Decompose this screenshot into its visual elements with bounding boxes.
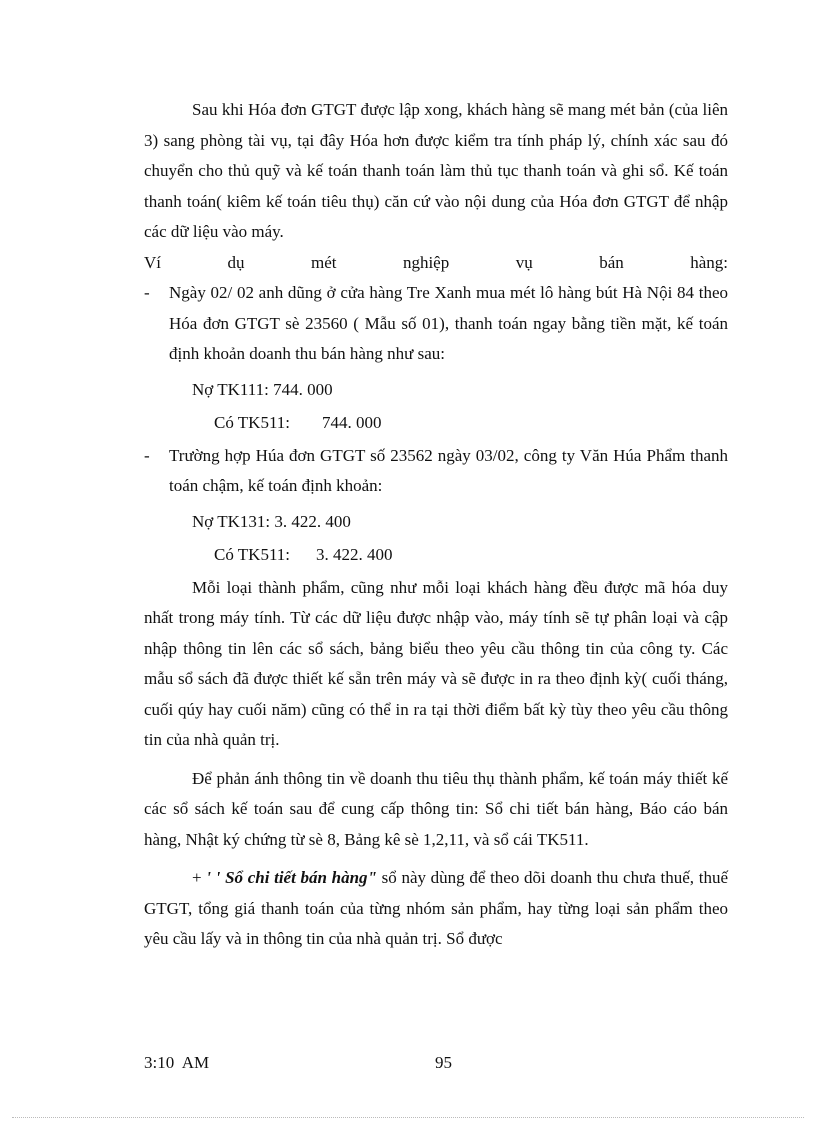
document-body [144, 95, 728, 955]
footer-time: 3:10 AM [144, 1053, 210, 1072]
journal-entry-credit-1 [144, 406, 728, 439]
paragraph-product-coding: Mỗi loại thành phẩm, cũng như mỗi loại khách hàng đều được mã hóa duy nhất trong máy tính. Từ các dữ liệu được nhập vào, máy tính sẽ tự phân loại và cập nhập thông tin lên các sổ sách, bảng biểu theo yêu cầu thông tin của công ty. Các mẫu sổ sách đã được thiết kế sẵn trên máy và sẽ được in ra theo định kỳ( cuối tháng, cuối qúy hay cuối năm) cũng có thể in ra tại thời điểm bất kỳ tùy theo yêu cầu thông tin của nhà quản trị. [144, 577, 728, 749]
ledger-title: ' ' Sổ chi tiết bán hàng" [206, 868, 377, 887]
example-heading: Ví dụ mét nghiệp vụ bán hàng: [144, 252, 728, 272]
paragraph-revenue-books: Để phản ánh thông tin về doanh thu tiêu thụ thành phẩm, kế toán máy thiết kế các sổ sách kế toán sau để cung cấp thông tin: Sổ chi tiết bán hàng, Báo cáo bán hàng, Nhật ký chứng từ sè 8, Bảng kê sè 1,2,11, và sổ cái TK511. [144, 768, 728, 849]
page-number: 95 [435, 1053, 452, 1072]
paragraph-invoice-process: Sau khi Hóa đơn GTGT được lập xong, khách hàng sẽ mang mét bản (của liên 3) sang phòng tài vụ, tại đây Hóa hơn được kiểm tra tính pháp lý, chính xác sau đó chuyển cho thủ quỹ và kế toán thanh toán làm thủ tục thanh toán và ghi sổ. Kế toán thanh toán( kiêm kế toán tiêu thụ) căn cứ vào nội dung của Hóa đơn GTGT để nhập các dữ liệu vào máy. [144, 100, 728, 241]
bullet-dash: - [144, 445, 150, 465]
credit-label: Có TK511: [214, 544, 291, 564]
bullet-item-1 [144, 278, 728, 370]
journal-entry-credit-2 [144, 538, 728, 571]
bullet-dash: - [144, 283, 150, 302]
credit-label: Có TK511: [214, 412, 291, 432]
paragraph-sales-ledger [144, 863, 728, 955]
credit-amount: 3. 422. 400 [316, 544, 393, 564]
ledger-description: sổ này dùng để theo dõi doanh thu chưa thuế, thuế GTGT, tổng giá thanh toán của từng nhóm sản phẩm, hay từng loại sản phẩm theo yêu cầu lấy và in thông tin của nhà quản trị. Sổ được [144, 868, 729, 948]
bullet-text: Trường hợp Húa đơn GTGT số 23562 ngày 03/02, công ty Văn Húa Phẩm thanh toán chậm, kế toán định khoản: [169, 445, 728, 495]
bullet-text: Ngày 02/ 02 anh dũng ở cửa hàng Tre Xanh mua mét lô hàng bút Hà Nội 84 theo Hóa đơn GTGT sè 23560 ( Mẫu số 01), thanh toán ngay bằng tiền mặt, kế toán định khoản doanh thu bán hàng như sau: [169, 283, 728, 363]
journal-entry-debit-2: Nợ TK131: 3. 422. 400 [192, 511, 351, 531]
credit-amount: 744. 000 [322, 412, 382, 432]
bullet-item-2 [144, 441, 728, 502]
journal-entry-debit-1: Nợ TK111: 744. 000 [192, 379, 333, 399]
list-marker: + [192, 868, 207, 887]
page-bottom-divider [12, 1117, 804, 1118]
